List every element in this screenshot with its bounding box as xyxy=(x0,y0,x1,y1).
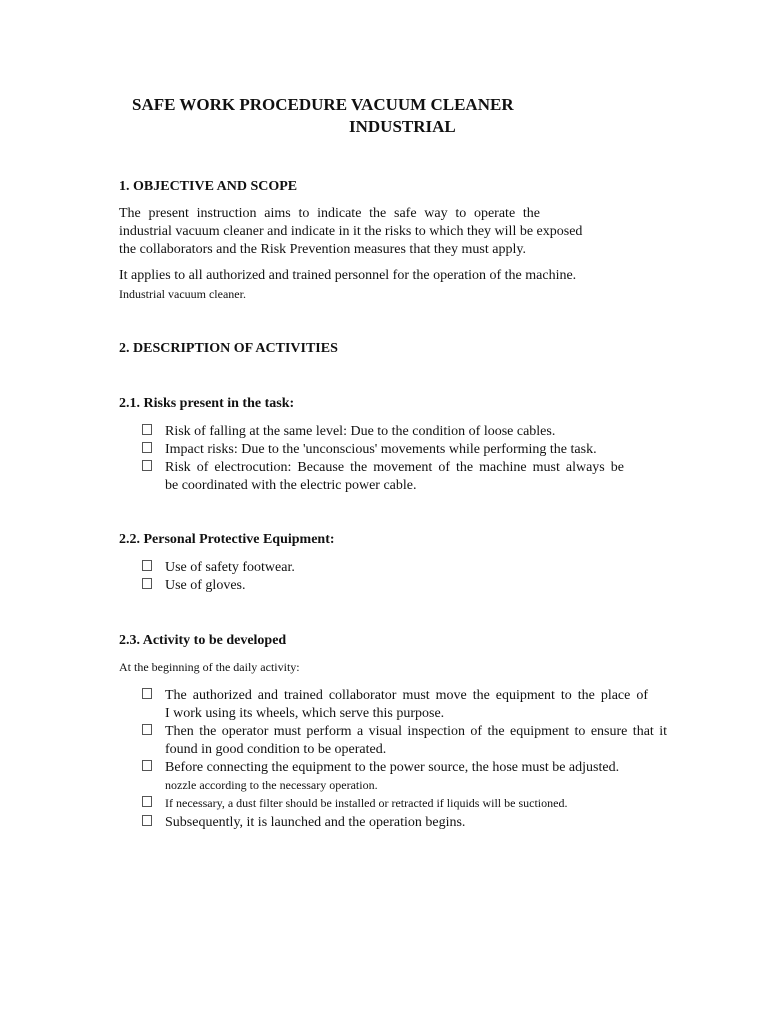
activity-intro: At the beginning of the daily activity: xyxy=(119,660,300,674)
bullet-icon xyxy=(142,796,152,807)
section-1-scope-line-2: Industrial vacuum cleaner. xyxy=(119,287,246,301)
activity-item-2-continuation: found in good condition to be operated. xyxy=(165,742,387,757)
bullet-icon xyxy=(142,815,152,826)
section-1-heading: 1. OBJECTIVE AND SCOPE xyxy=(119,179,298,194)
bullet-icon xyxy=(142,460,152,471)
subsection-2-2-heading: 2.2. Personal Protective Equipment: xyxy=(119,532,335,547)
bullet-icon xyxy=(142,760,152,771)
activity-item-1-continuation: I work using its wheels, which serve this purpose. xyxy=(165,706,445,721)
activity-item-2: Then the operator must perform a visual inspection of the equipment to ensure that it xyxy=(165,724,667,739)
activity-item-1: The authorized and trained collaborator must move the equipment to the place of xyxy=(165,688,648,703)
risk-item-3: Risk of electrocution: Because the movement of the machine must always be xyxy=(165,460,624,475)
risk-item-2: Impact risks: Due to the 'unconscious' movements while performing the task. xyxy=(165,442,597,457)
activity-item-3-continuation: nozzle according to the necessary operation. xyxy=(165,778,378,792)
document-title-line-2: INDUSTRIAL xyxy=(349,117,456,136)
section-2-heading: 2. DESCRIPTION OF ACTIVITIES xyxy=(119,341,338,356)
activity-item-5: Subsequently, it is launched and the operation begins. xyxy=(165,815,466,830)
risk-item-3-continuation: be coordinated with the electric power cable. xyxy=(165,478,417,493)
subsection-2-3-heading: 2.3. Activity to be developed xyxy=(119,633,287,648)
ppe-item-1: Use of safety footwear. xyxy=(165,560,295,575)
activity-item-3: Before connecting the equipment to the power source, the hose must be adjusted. xyxy=(165,760,620,775)
bullet-icon xyxy=(142,442,152,453)
section-1-paragraph-line-2: industrial vacuum cleaner and indicate in it the risks to which they will be exposed xyxy=(119,224,583,239)
section-1-paragraph-line-3: the collaborators and the Risk Prevention measures that they must apply. xyxy=(119,242,526,257)
bullet-icon xyxy=(142,424,152,435)
bullet-icon xyxy=(142,560,152,571)
section-1-scope-line-1: It applies to all authorized and trained personnel for the operation of the machine. xyxy=(119,268,577,283)
ppe-item-2: Use of gloves. xyxy=(165,578,246,593)
document-title-line-1: SAFE WORK PROCEDURE VACUUM CLEANER xyxy=(132,95,514,114)
subsection-2-1-heading: 2.1. Risks present in the task: xyxy=(119,396,295,411)
bullet-icon xyxy=(142,724,152,735)
activity-item-4: If necessary, a dust filter should be installed or retracted if liquids will be suctioned. xyxy=(165,796,568,810)
section-1-paragraph-line-1: The present instruction aims to indicate the safe way to operate the xyxy=(119,206,540,221)
bullet-icon xyxy=(142,688,152,699)
bullet-icon xyxy=(142,578,152,589)
risk-item-1: Risk of falling at the same level: Due to the condition of loose cables. xyxy=(165,424,556,439)
